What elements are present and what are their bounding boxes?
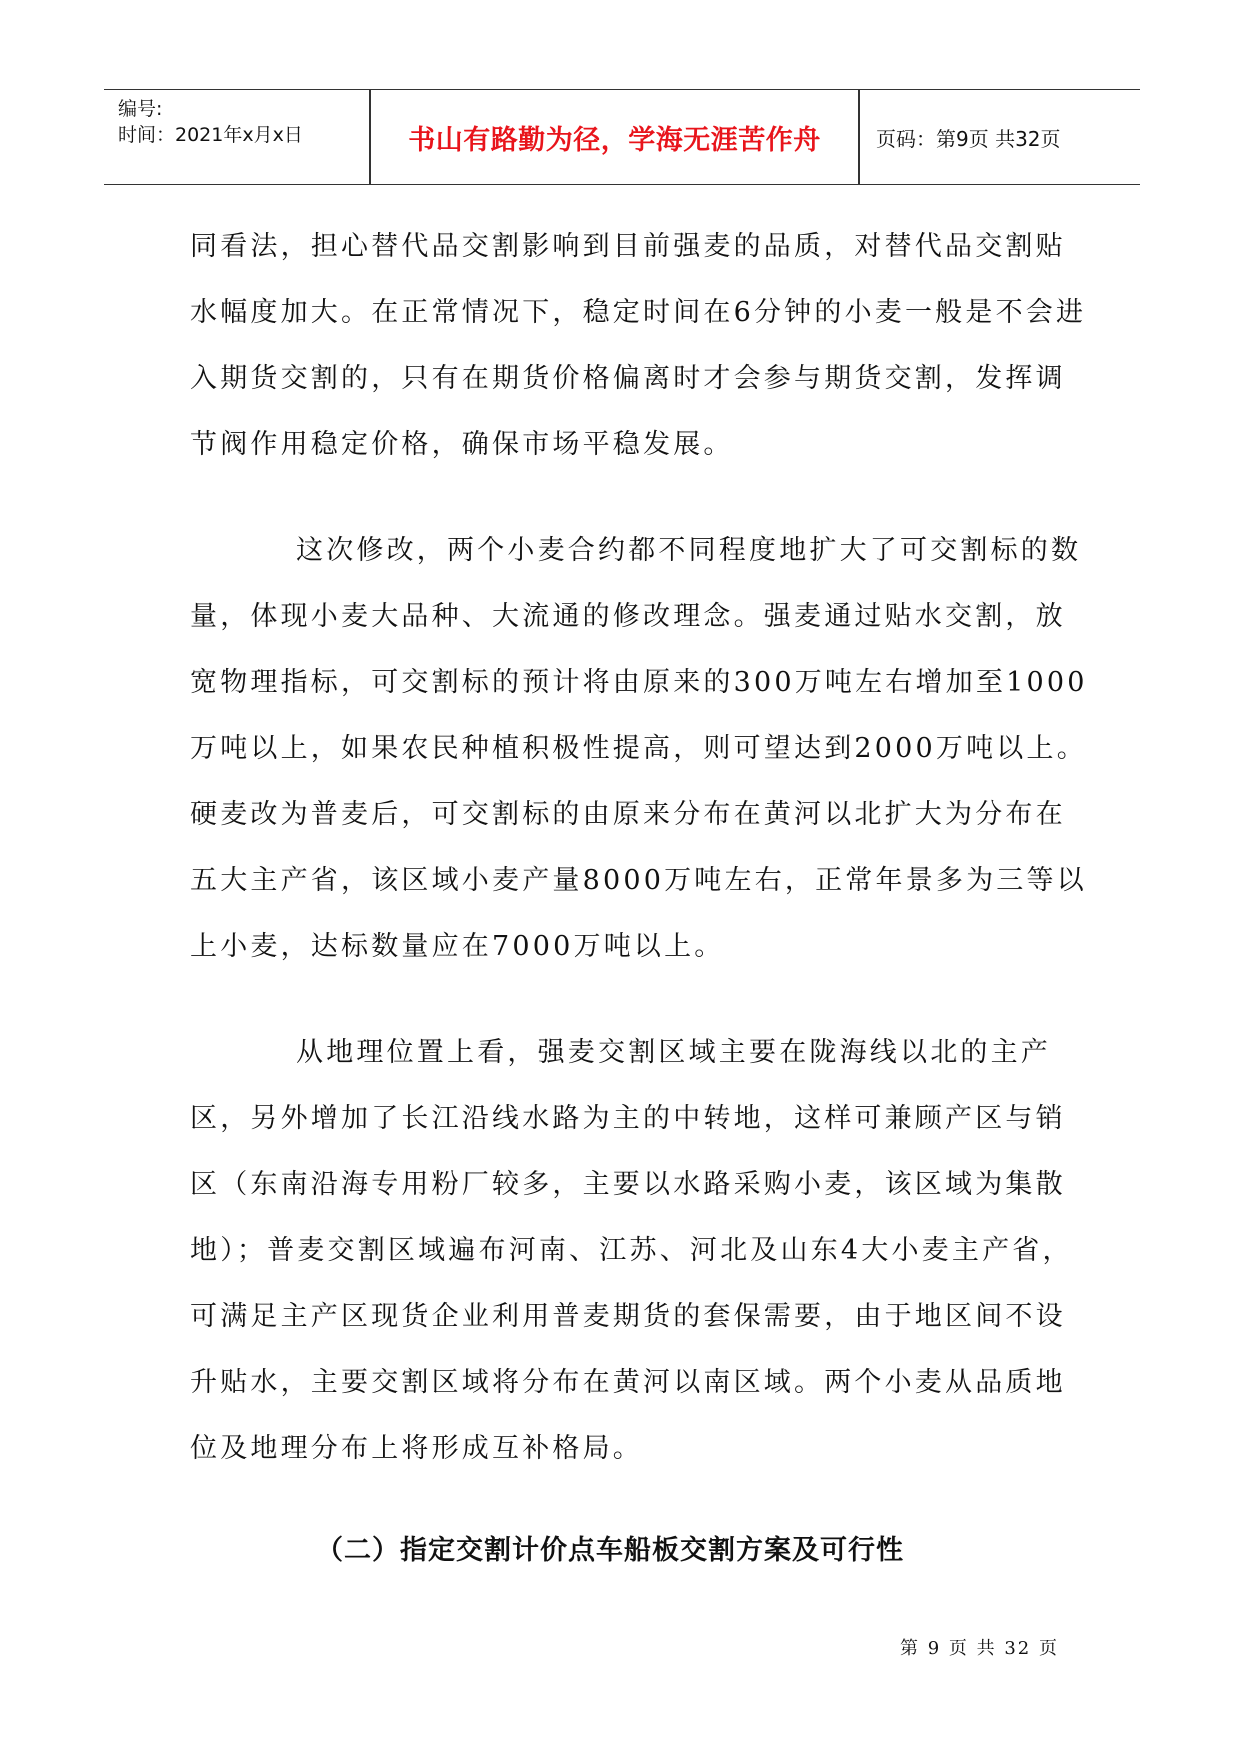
page-footer: 第 9 页 共 32 页 (900, 1638, 1059, 1659)
serial-number-label: 编号: (118, 98, 163, 120)
page-header (104, 89, 1140, 185)
date-label: 时间：2021年x月x日 (118, 124, 303, 146)
header-page-code: 页码：第9页 共32页 (876, 126, 1061, 151)
document-body (190, 214, 1090, 1584)
body-paragraph: 这次修改，两个小麦合约都不同程度地扩大了可交割标的数量，体现小麦大品种、大流通的修改理念。强麦通过贴水交割，放宽物理指标，可交割标的预计将由原来的300万吨左右增加至1000万吨以上，如果农民种植积极性提高，则可望达到2000万吨以上。硬麦改为普麦后，可交割标的由原来分布在黄河以北扩大为分布在五大主产省，该区域小麦产量8000万吨左右，正常年景多为三等以上小麦，达标数量应在7000万吨以上。 (190, 535, 1088, 962)
header-divider (858, 90, 860, 184)
header-motto: 书山有路勤为径，学海无涯苦作舟 (408, 124, 821, 156)
body-paragraph: 从地理位置上看，强麦交割区域主要在陇海线以北的主产区，另外增加了长江沿线水路为主的中转地，这样可兼顾产区与销区（东南沿海专用粉厂较多，主要以水路采购小麦，该区域为集散地）；普麦交割区域遍布河南、江苏、河北及山东4大小麦主产省，可满足主产区现货企业利用普麦期货的套保需要，由于地区间不设升贴水，主要交割区域将分布在黄河以南区域。两个小麦从品质地位及地理分布上将形成互补格局。 (190, 1037, 1073, 1464)
body-paragraph: 同看法，担心替代品交割影响到目前强麦的品质，对替代品交割贴水幅度加大。在正常情况下，稳定时间在6分钟的小麦一般是不会进入期货交割的，只有在期货价格偏离时才会参与期货交割，发挥调节阀作用稳定价格，确保市场平稳发展。 (190, 231, 1087, 460)
section-heading: （二）指定交割计价点车船板交割方案及可行性 (316, 1535, 904, 1566)
header-meta (118, 96, 303, 148)
